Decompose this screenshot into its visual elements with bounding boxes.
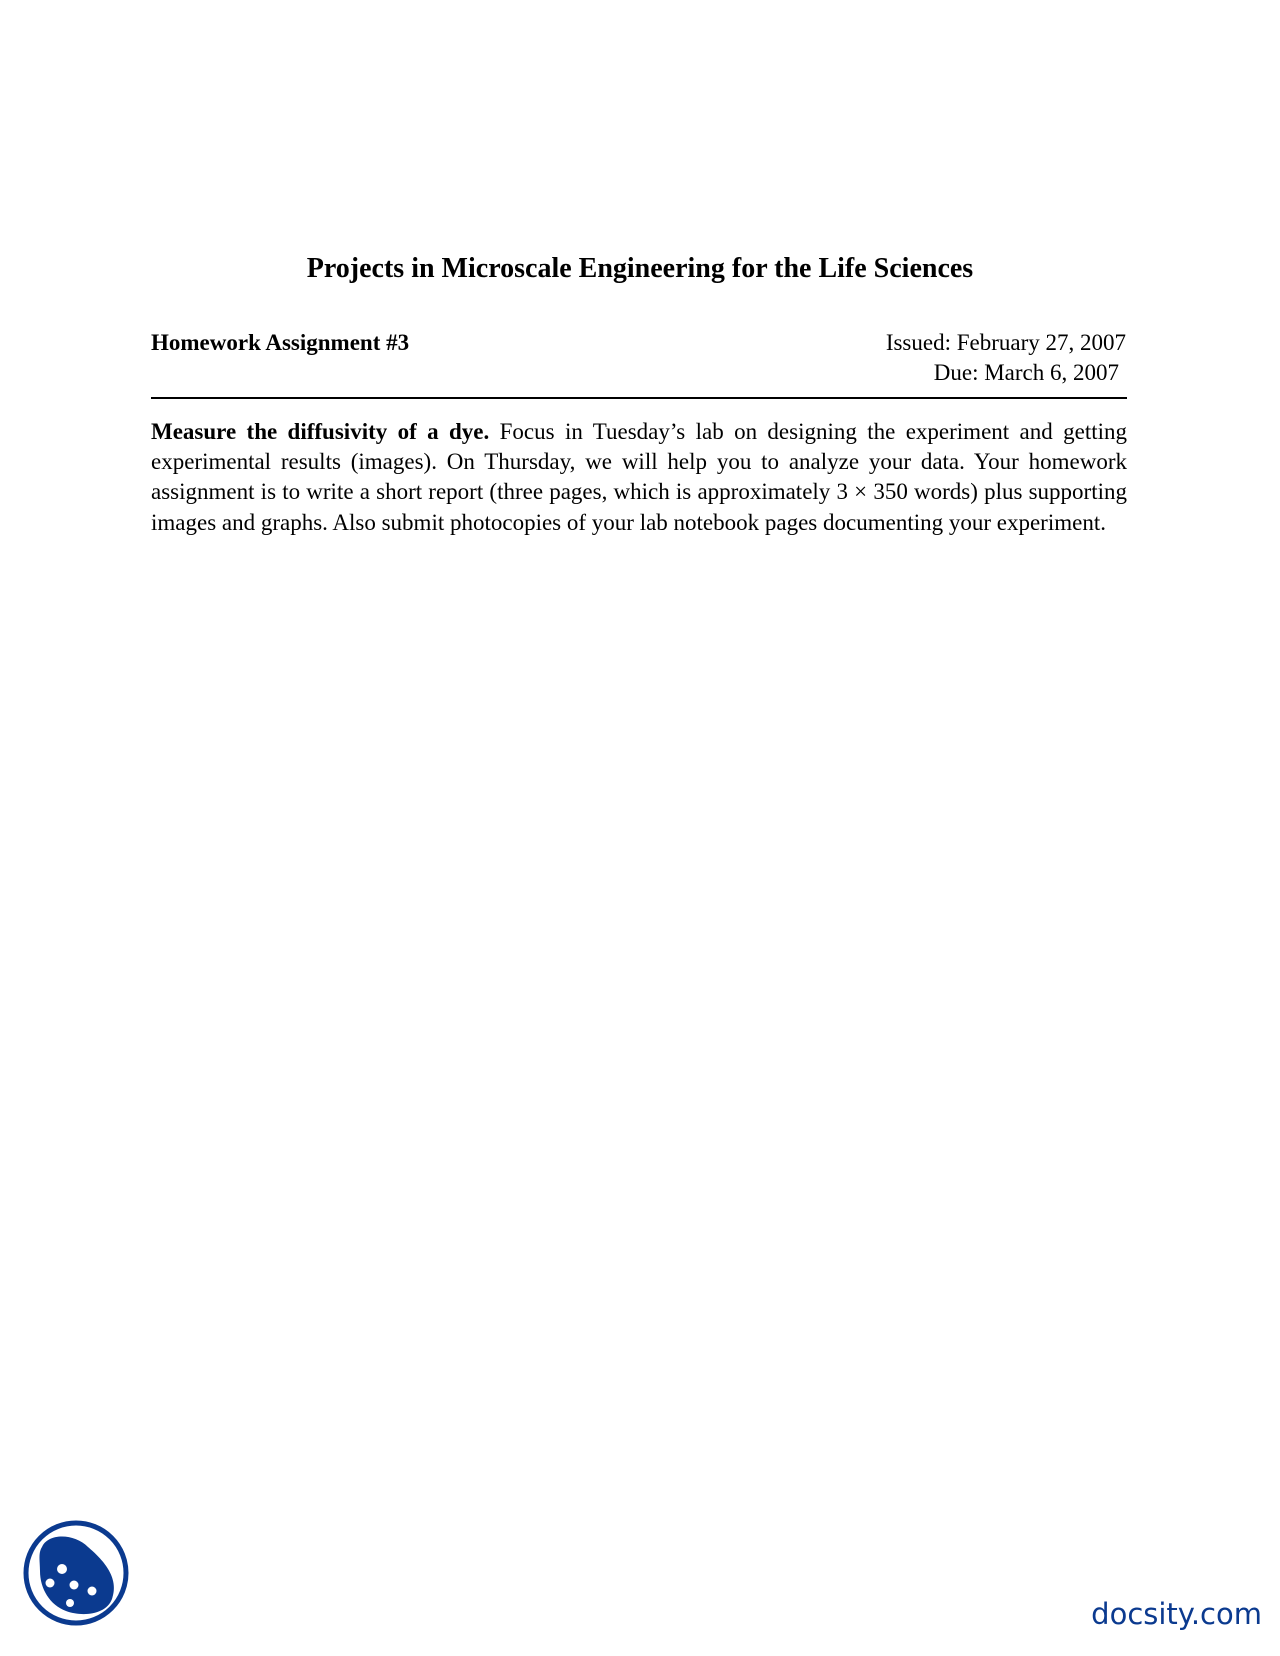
header-divider: [151, 397, 1127, 399]
docsity-logo-icon[interactable]: [22, 1519, 130, 1627]
docsity-brand-link[interactable]: docsity.com: [1091, 1597, 1262, 1631]
page-title: Projects in Microscale Engineering for the Life Sciences: [306, 253, 974, 284]
assignment-label: Homework Assignment #3: [151, 330, 410, 355]
assignment-body: [151, 417, 1127, 538]
body-lead: Measure the diffusivity of a dye.: [151, 419, 490, 444]
issued-date: Issued: February 27, 2007: [885, 330, 1126, 355]
due-date: Due: March 6, 2007: [933, 360, 1119, 385]
body-text: Focus in Tuesday’s lab on designing the experiment and getting experimental results (images). On Thursday, we will help you to analyze your data. Your homework assignment is to write a short report (three pages, which is approximately 3 × 350 words) plus supporting images and graphs. Also submit photocopies of your lab notebook pages documenting your experiment.: [151, 419, 1127, 535]
